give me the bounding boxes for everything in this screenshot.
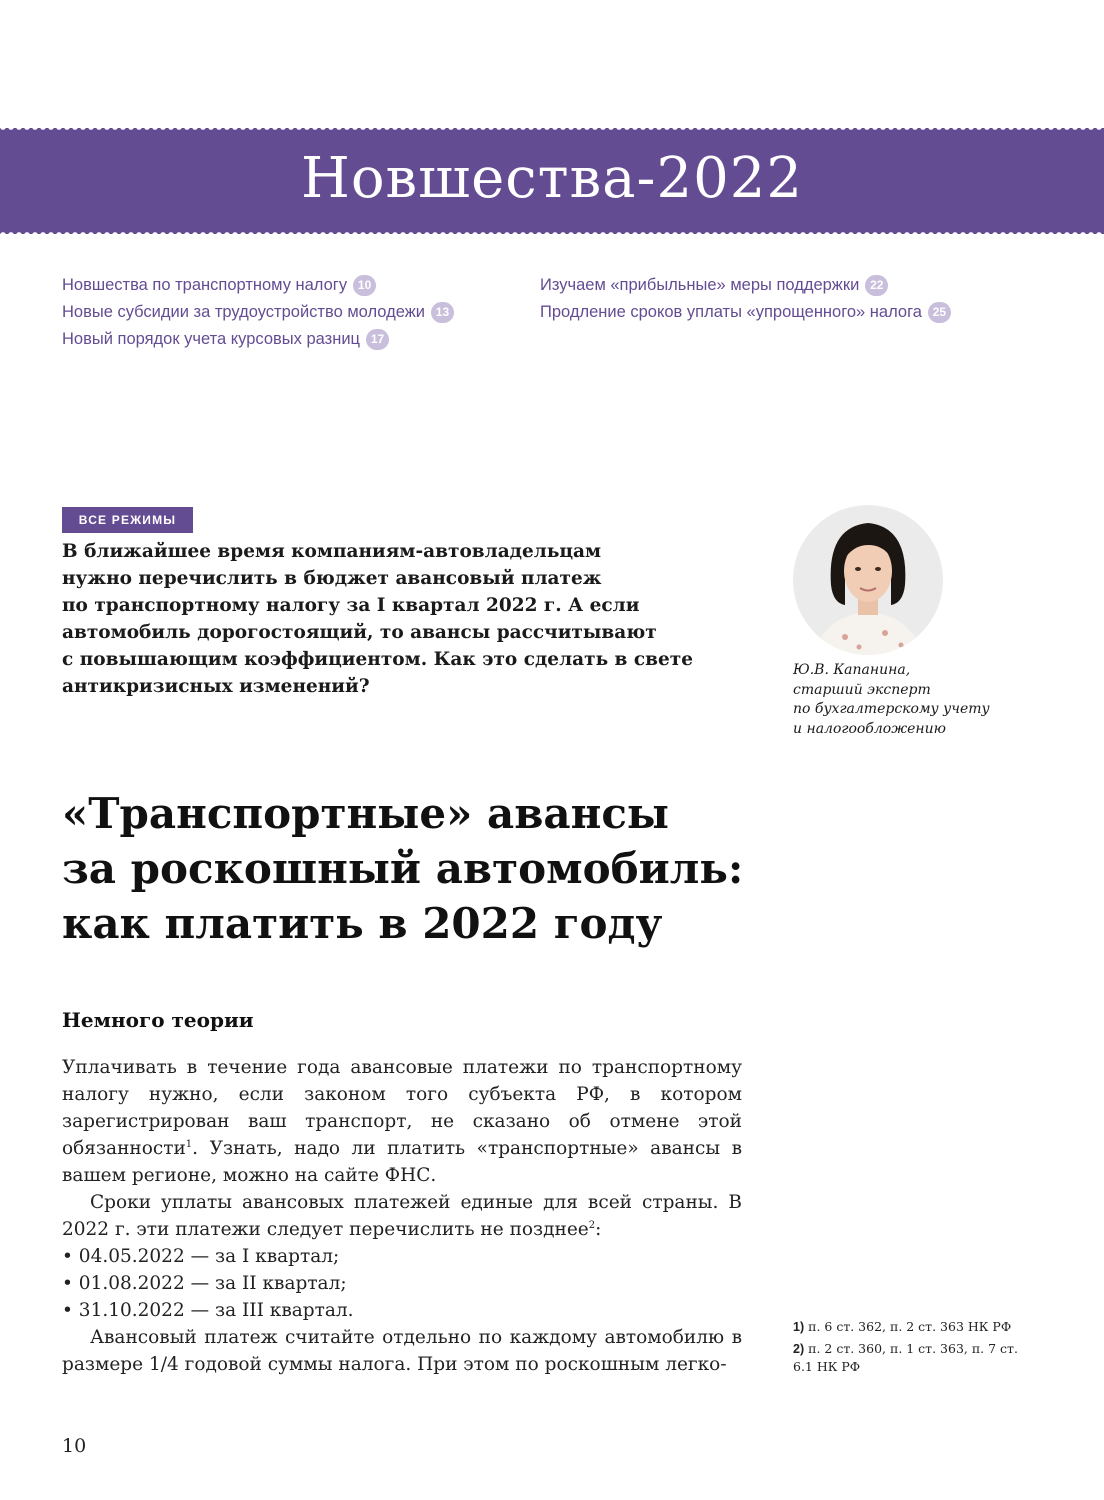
- toc-left-column: [62, 272, 454, 353]
- toc-page-badge: 22: [865, 275, 888, 296]
- footnote-number: 1): [793, 1320, 805, 1334]
- title-line: «Транспортные» авансы: [62, 789, 670, 838]
- footnotes: [793, 1318, 1033, 1379]
- lead-line: антикризисных изменений?: [62, 676, 370, 697]
- footnote-number: 2): [793, 1342, 805, 1356]
- toc-item-label[interactable]: Продление сроков уплаты «упрощенного» налога: [540, 303, 922, 321]
- footnote-text: п. 6 ст. 362, п. 2 ст. 363 НК РФ: [808, 1319, 1012, 1334]
- toc-item[interactable]: [62, 272, 454, 299]
- toc-page-badge: 25: [928, 302, 951, 323]
- toc-page-badge: 10: [353, 275, 376, 296]
- author-credit: [793, 661, 1023, 739]
- toc-item-label[interactable]: Новый порядок учета курсовых разниц: [62, 330, 360, 348]
- title-line: как платить в 2022 году: [62, 899, 663, 948]
- toc-item-label[interactable]: Изучаем «прибыльные» меры поддержки: [540, 276, 860, 294]
- toc-item[interactable]: [540, 299, 951, 326]
- lead-line: по транспортному налогу за I квартал 2022 г. А если: [62, 595, 640, 616]
- list-item: • 01.08.2022 — за II квартал;: [62, 1273, 347, 1294]
- author-role: старший эксперт: [793, 681, 931, 698]
- article-lead: [62, 538, 752, 700]
- list-item: • 04.05.2022 — за I квартал;: [62, 1246, 340, 1267]
- lead-line: автомобиль дорогостоящий, то авансы рассчитывают: [62, 622, 657, 643]
- section-title: Новшества-2022: [301, 146, 803, 211]
- author-photo: [793, 505, 943, 655]
- lead-line: В ближайшее время компаниям-автовладельцам: [62, 541, 602, 562]
- category-tag: ВСЕ РЕЖИМЫ: [62, 507, 193, 533]
- author-role: и налогообложению: [793, 720, 946, 737]
- article-title: [62, 786, 922, 951]
- toc-page-badge: 17: [366, 329, 389, 350]
- toc-item[interactable]: [62, 299, 454, 326]
- author-portrait-illustration: [793, 505, 943, 655]
- body-paragraph: [62, 1189, 742, 1243]
- article-body: [62, 1054, 742, 1378]
- footnote-text: п. 2 ст. 360, п. 1 ст. 363, п. 7 ст. 6.1 НК РФ: [793, 1341, 1018, 1374]
- body-paragraph: Авансовый платеж считайте отдельно по каждому автомобилю в размере 1/4 годовой суммы налога. При этом по роскошным легко-: [62, 1327, 742, 1375]
- footnote-ref[interactable]: 1: [185, 1138, 193, 1150]
- lead-line: нужно перечислить в бюджет авансовый платеж: [62, 568, 602, 589]
- paragraph-text: Уплачивать в течение года авансовые платежи по транспортному налогу нужно, если законом того субъекта РФ, в котором зарегистрирован ваш транспорт, не сказано об отмене этой обязанности: [62, 1057, 742, 1159]
- author-role: по бухгалтерскому учету: [793, 701, 990, 717]
- toc-item[interactable]: [62, 326, 454, 353]
- footnote: [793, 1318, 1033, 1336]
- section-banner: [0, 128, 1104, 234]
- footnote: [793, 1340, 1033, 1375]
- paragraph-text: . Узнать, надо ли платить «транспортные» авансы в вашем регионе, можно на сайте ФНС.: [62, 1138, 742, 1186]
- lead-line: с повышающим коэффициентом. Как это сделать в свете: [62, 649, 693, 670]
- toc-right-column: [540, 272, 951, 326]
- footnote-ref[interactable]: 2: [588, 1219, 596, 1231]
- toc-item-label[interactable]: Новшества по транспортному налогу: [62, 276, 348, 294]
- toc-item[interactable]: [540, 272, 951, 299]
- page-number: 10: [62, 1435, 87, 1457]
- author-name: Ю.В. Капанина,: [793, 662, 911, 678]
- paragraph-text: :: [595, 1219, 602, 1240]
- body-paragraph: [62, 1054, 742, 1189]
- section-subheading: Немного теории: [62, 1008, 254, 1032]
- list-item: • 31.10.2022 — за III квартал.: [62, 1300, 354, 1321]
- paragraph-text: Сроки уплаты авансовых платежей единые для всей страны. В 2022 г. эти платежи следует перечислить не позднее: [62, 1192, 742, 1240]
- title-line: за роскошный автомобиль:: [62, 844, 744, 893]
- toc-item-label[interactable]: Новые субсидии за трудоустройство молодежи: [62, 303, 425, 321]
- toc-page-badge: 13: [431, 302, 454, 323]
